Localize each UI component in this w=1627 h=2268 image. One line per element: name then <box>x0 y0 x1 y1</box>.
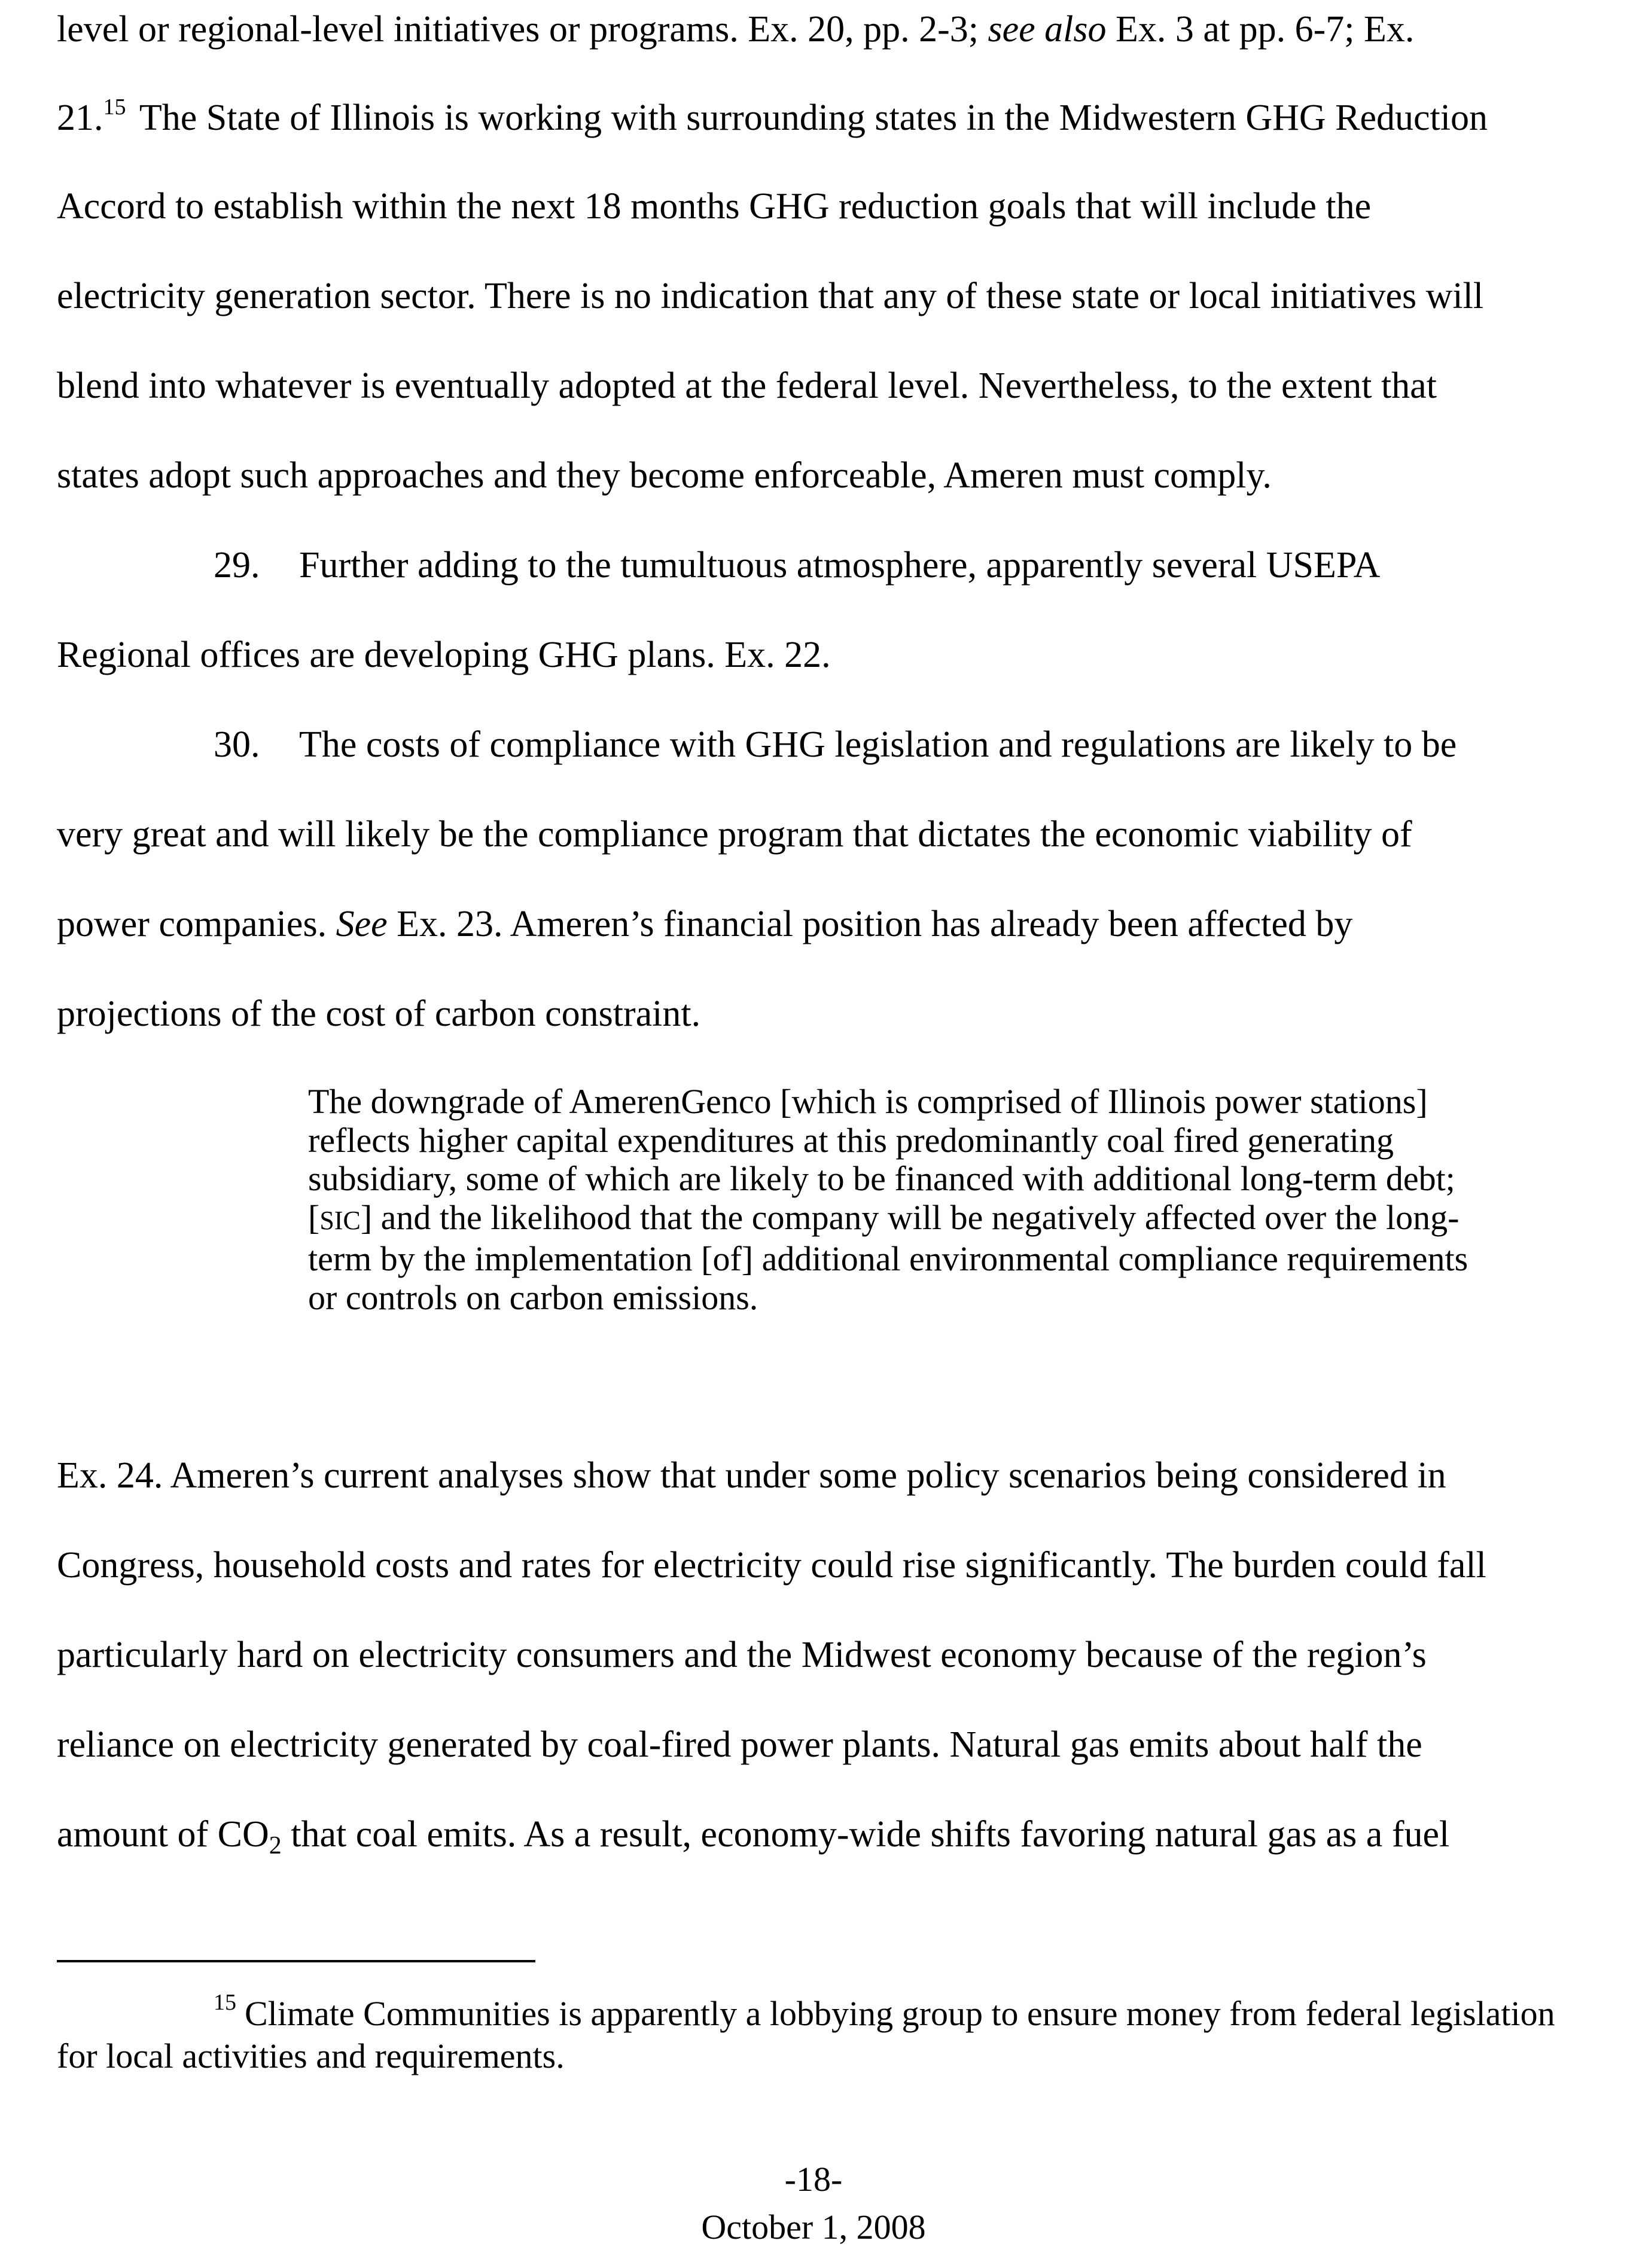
footnote-number: 15 <box>214 1990 236 2015</box>
paragraph-number: 29. <box>214 545 260 586</box>
subscript: 2 <box>269 1832 282 1859</box>
body-line-8 <box>57 636 831 673</box>
footnote-reference: 15 <box>103 94 126 120</box>
sic-marker: SIC <box>319 1205 361 1235</box>
signal-see: See <box>336 904 388 944</box>
line-text: level or regional-level initiatives or programs. Ex. 20, pp. 2-3; <box>57 9 988 50</box>
body-line-11 <box>57 906 1352 943</box>
paragraph-30-first-line <box>57 726 1457 763</box>
line-text: Ex. 23. Ameren’s financial position has already been affected by <box>387 904 1353 944</box>
line-text: particularly hard on electricity consumers and the Midwest economy because of the region’s <box>57 1635 1427 1675</box>
paragraph-number: 30. <box>214 724 260 765</box>
body-line-5 <box>57 367 1437 404</box>
body-line-1 <box>57 11 1414 48</box>
body-line-12 <box>57 995 700 1032</box>
document-date: October 1, 2008 <box>701 2208 926 2246</box>
line-text: very great and will likely be the compliance program that dictates the economic viability of <box>57 814 1412 855</box>
body-line-16 <box>57 1726 1422 1763</box>
body-line-15 <box>57 1636 1427 1673</box>
body-line-14 <box>57 1547 1486 1584</box>
body-line-6 <box>57 457 1272 494</box>
body-line-4 <box>57 278 1483 315</box>
line-text: states adopt such approaches and they become enforceable, Ameren must comply. <box>57 455 1272 496</box>
footnote-text: Climate Communities is apparently a lobbying group to ensure money from federal legislation for local activities and requirements. <box>57 1994 1555 2075</box>
line-text: The costs of compliance with GHG legislation and regulations are likely to be <box>299 724 1457 765</box>
footnote-separator <box>57 1960 535 1962</box>
quote-text: ] and the likelihood that the company will be negatively affected over the long-term by the implementation [of] additional environmental compliance requirements or controls on carbon emissions. <box>308 1197 1468 1317</box>
body-line-2 <box>57 94 1488 138</box>
line-text: Regional offices are developing GHG plans. Ex. 22. <box>57 635 831 675</box>
line-text: blend into whatever is eventually adopted at the federal level. Nevertheless, to the extent that <box>57 365 1437 406</box>
body-line-10 <box>57 816 1412 853</box>
line-text: Accord to establish within the next 18 months GHG reduction goals that will include the <box>57 186 1372 227</box>
line-text: 21. <box>57 97 103 138</box>
body-line-3 <box>57 188 1371 225</box>
line-text: electricity generation sector. There is no indication that any of these state or local initiatives will <box>57 276 1484 316</box>
block-quote <box>308 1083 1492 1317</box>
line-text: Ex. 24. Ameren’s current analyses show that under some policy scenarios being considered in <box>57 1455 1446 1496</box>
line-text: projections of the cost of carbon constraint. <box>57 993 701 1034</box>
line-text: power companies. <box>57 904 336 944</box>
line-text: Congress, household costs and rates for electricity could rise significantly. The burden could fall <box>57 1545 1486 1586</box>
paragraph-29-first-line <box>57 547 1380 584</box>
line-text: The State of Illinois is working with surrounding states in the Midwestern GHG Reduction <box>130 97 1488 138</box>
line-text: that coal emits. As a result, economy-wide shifts favoring natural gas as a fuel <box>281 1814 1450 1855</box>
page-number: -18- <box>784 2160 843 2199</box>
line-text: Further adding to the tumultuous atmosphere, apparently several USEPA <box>299 545 1381 586</box>
line-text: Ex. 3 at pp. 6-7; Ex. <box>1106 9 1415 50</box>
line-text: amount of CO <box>57 1814 269 1855</box>
signal-see-also: see also <box>988 9 1107 50</box>
footnote <box>57 1990 1576 2075</box>
quote-text: The downgrade of AmerenGenco [which is comprised of Illinois power stations] reflects higher capital expenditures at this predominantly coal fired generating subsidiary, some of which are likely to be financed with additional long-term debt; [ <box>308 1082 1455 1237</box>
body-line-17 <box>57 1814 1450 1859</box>
line-text: reliance on electricity generated by coal-fired power plants. Natural gas emits about half the <box>57 1724 1422 1765</box>
body-line-13 <box>57 1457 1446 1494</box>
